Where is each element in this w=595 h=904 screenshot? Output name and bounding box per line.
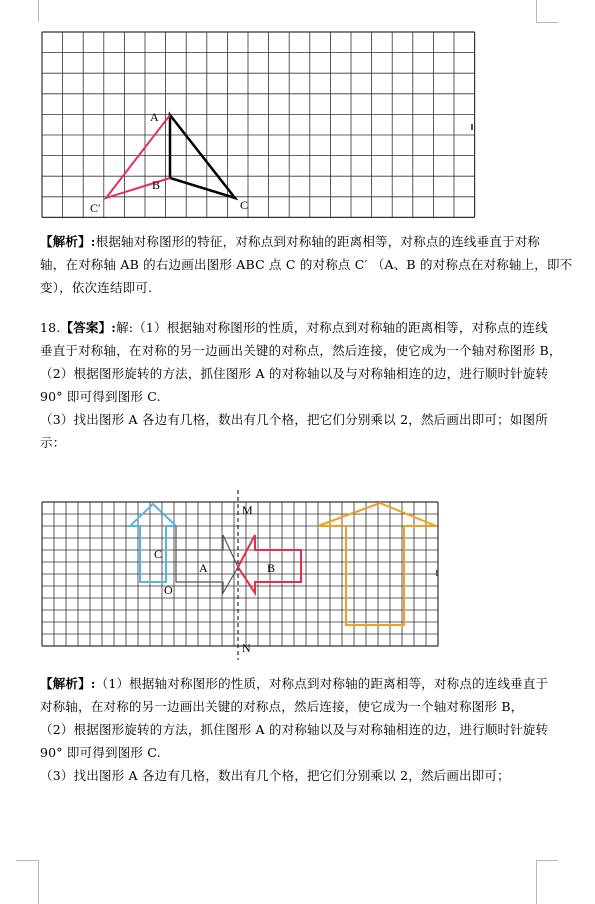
text-line: （2）根据图形旋转的方法，抓住图形 A 的对称轴以及与对称轴相连的边，进行顺时针旋转: [40, 366, 549, 381]
grid-1: [42, 32, 475, 217]
big-arrow: [318, 503, 436, 625]
corner-mark-bottom-left-v: [38, 860, 39, 904]
text-line: 对称轴，在对称的另一边画出关键的对称点，然后连接，使它成为一个轴对称图形 B，: [40, 699, 524, 714]
text-line: 垂直于对称轴，在对称的另一边画出关键的对称点，然后连接，使它成为一个轴对称图形 B，: [40, 343, 562, 358]
analysis-paragraph-1: [40, 230, 573, 299]
label-c: C: [240, 198, 249, 212]
label-a: A: [150, 110, 159, 124]
analysis-paragraph-2: [40, 672, 560, 787]
text-line: （3）找出图形 A 各边有几格，数出有几个格，把它们分别乘以 2，然后画出即可；: [40, 768, 510, 783]
shape-c-arrow: [130, 504, 176, 582]
label-b: B: [267, 561, 276, 575]
text-line: 90° 即可得到图形 C.: [40, 389, 161, 404]
answer-paragraph-18: [40, 316, 560, 454]
label-n: N: [242, 641, 251, 655]
question-number: 18.: [40, 320, 61, 335]
shape-a-arrow: [176, 526, 238, 593]
label-a: A: [199, 561, 208, 575]
text-line: 轴，在对称轴 AB 的右边画出图形 ABC 点 C 的对称点 C′ （A、B 的对称点在对称轴上，即不: [40, 257, 573, 272]
label-o: O: [164, 583, 173, 597]
reflected-triangle-abc-prime: [106, 115, 170, 198]
label-c-prime: C′: [90, 201, 101, 215]
corner-mark-bottom-right-h: [536, 860, 558, 861]
text-line: （2）根据图形旋转的方法，抓住图形 A 的对称轴以及与对称轴相连的边，进行顺时针旋转: [40, 722, 549, 737]
text-line: （3）找出图形 A 各边有几格，数出有几个格，把它们分别乘以 2，然后画出即可；如图所: [40, 412, 548, 427]
answer-tag: 【答案】:: [60, 320, 117, 335]
small-dot-mark: [436, 570, 438, 576]
text-line: （1）根据轴对称图形的性质，对称点到对称轴的距离相等，对称点的连线垂直于: [95, 676, 549, 691]
corner-mark-bottom-right-v: [536, 860, 537, 904]
text-line: 解:（1）根据轴对称图形的性质，对称点到对称轴的距离相等，对称点的连线: [116, 320, 548, 335]
triangle-abc: [170, 115, 235, 198]
text-line: 变），依次连结即可.: [40, 280, 153, 295]
figure-2-grid-shapes: [0, 490, 595, 665]
text-line: 90° 即可得到图形 C.: [40, 745, 161, 760]
text-line: 示：: [40, 435, 66, 450]
figure-1-grid-triangle: [0, 0, 595, 230]
text-line: 根据轴对称图形的特征，对称点到对称轴的距离相等，对称点的连线垂直于对称: [95, 234, 541, 249]
analysis-tag: 【解析】:: [40, 234, 96, 249]
analysis-tag: 【解析】:: [40, 676, 96, 691]
label-b: B: [152, 178, 161, 192]
small-dot-mark: [471, 124, 473, 130]
label-c: C: [154, 547, 163, 561]
corner-mark-bottom-left-h: [16, 860, 38, 861]
label-m: M: [242, 503, 253, 517]
